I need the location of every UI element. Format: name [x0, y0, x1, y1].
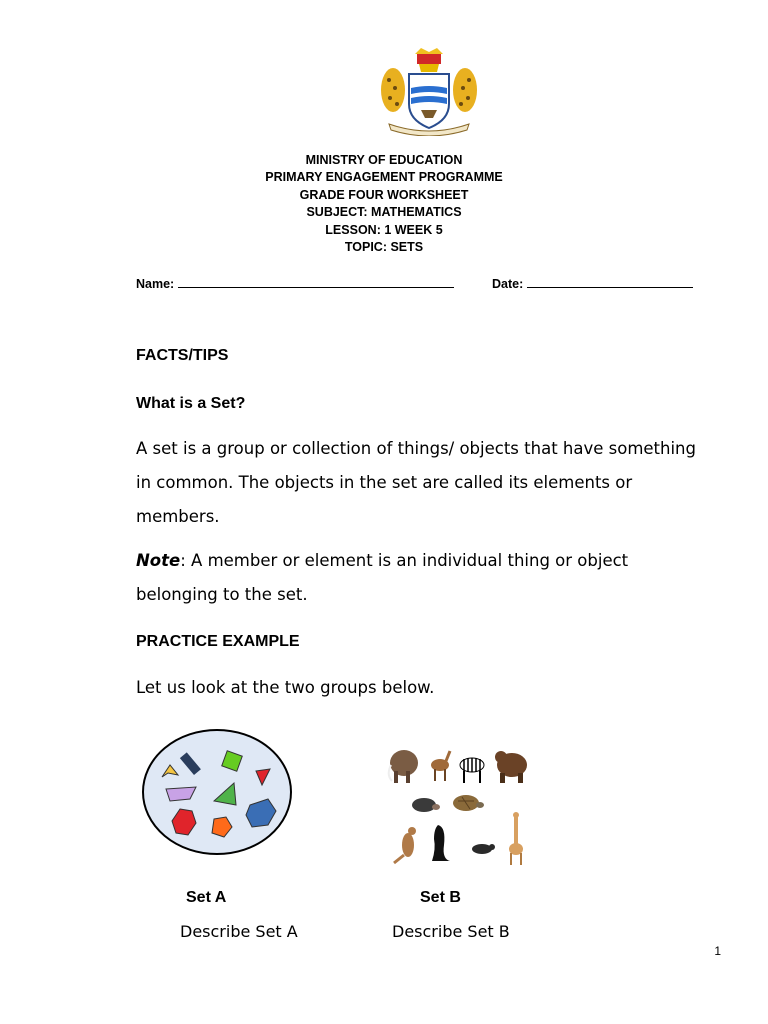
header-lesson: LESSON: 1 WEEK 5 [325, 222, 443, 237]
definition-line-2: in common. The objects in the set are called its elements or [136, 473, 633, 492]
seal-animal [432, 825, 450, 861]
set-a-describe-prompt: Describe Set A [180, 922, 298, 941]
date-label: Date: [492, 277, 524, 291]
note-paragraph [136, 544, 628, 612]
date-field[interactable] [492, 276, 693, 291]
set-a-label: Set A [186, 889, 227, 906]
facts-heading: FACTS/TIPS [136, 347, 229, 364]
header-programme: PRIMARY ENGAGEMENT PROGRAMME [265, 170, 503, 185]
definition-line-1: A set is a group or collection of things/ objects that have something [136, 439, 696, 458]
name-blank-line[interactable] [178, 276, 454, 288]
question-heading: What is a Set? [136, 395, 246, 412]
zebra-animal [460, 758, 484, 783]
header-subject: SUBJECT: MATHEMATICS [306, 205, 462, 220]
worksheet-header [0, 152, 768, 256]
set-a-shapes-illustration [140, 727, 294, 857]
set-b-label: Set B [420, 889, 461, 906]
name-label: Name: [136, 277, 175, 291]
date-blank-line[interactable] [527, 276, 693, 288]
otter-animal [472, 844, 495, 854]
note-line-2: belonging to the set. [136, 585, 308, 604]
header-worksheet: GRADE FOUR WORKSHEET [299, 187, 469, 202]
practice-intro: Let us look at the two groups below. [136, 678, 435, 697]
header-ministry: MINISTRY OF EDUCATION [305, 153, 463, 167]
giraffe-animal [509, 812, 523, 865]
definition-paragraph [136, 432, 696, 534]
tortoise-animal [453, 795, 484, 811]
set-b-animals-illustration [386, 745, 534, 867]
practice-heading: PRACTICE EXAMPLE [136, 633, 300, 650]
set-b-describe-prompt: Describe Set B [392, 922, 510, 941]
deer-animal [431, 751, 450, 781]
mammoth-animal [389, 750, 418, 783]
definition-line-3: members. [136, 507, 220, 526]
coat-of-arms-logo [375, 48, 483, 136]
kangaroo-animal [394, 827, 416, 863]
header-topic: TOPIC: SETS [344, 240, 424, 255]
hedgehog-animal [412, 798, 440, 812]
note-label: Note [136, 551, 181, 570]
note-line-1: : A member or element is an individual thing or object [180, 551, 629, 570]
bear-animal [495, 751, 527, 783]
set-a-circle [143, 730, 291, 854]
page-number: 1 [714, 944, 721, 958]
name-field[interactable] [136, 276, 454, 291]
